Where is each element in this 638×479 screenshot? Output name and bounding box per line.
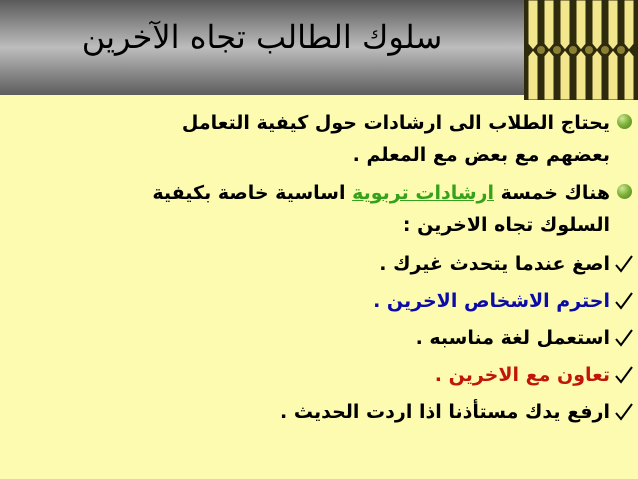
bullet-text-part: هناك خمسة <box>494 182 610 204</box>
bullet-item <box>0 174 638 236</box>
checkmark-icon <box>614 401 634 423</box>
check-text: استعمل لغة مناسبه . <box>415 327 610 349</box>
bullet-marker <box>614 104 636 140</box>
check-text: احترم الاشخاص الاخرين . <box>373 290 610 312</box>
check-item <box>0 321 638 357</box>
bullet-text-line: السلوك تجاه الاخرين : <box>402 214 610 236</box>
checkmark-icon <box>614 253 634 275</box>
bullet-text-line: بعضهم مع بعض مع المعلم . <box>352 144 610 166</box>
check-marker <box>614 395 636 431</box>
bullet-item <box>0 104 638 166</box>
bullet-text-part: اساسية خاصة بكيفية <box>152 182 353 204</box>
check-item <box>0 358 638 394</box>
bullet-dot-icon <box>617 114 632 129</box>
checkmark-icon <box>614 290 634 312</box>
checkmark-icon <box>614 364 634 386</box>
bullet-marker <box>614 174 636 210</box>
check-marker <box>614 358 636 394</box>
check-text: اصغ عندما يتحدث غيرك . <box>379 253 610 275</box>
bullet-dot-icon <box>617 184 632 199</box>
check-marker <box>614 321 636 357</box>
check-item <box>0 247 638 283</box>
check-item <box>0 395 638 431</box>
check-marker <box>614 284 636 320</box>
title-bar <box>0 0 524 98</box>
check-text: تعاون مع الاخرين . <box>434 364 610 386</box>
check-text: ارفع يدك مستأذنا اذا اردت الحديث . <box>280 401 610 423</box>
highlighted-term: ارشادات تربوية <box>352 182 494 204</box>
bullet-text-line <box>152 182 610 204</box>
check-item <box>0 284 638 320</box>
slide-title: سلوك الطالب تجاه الآخرين <box>81 18 443 56</box>
decorative-pattern-strip <box>524 0 638 100</box>
check-marker <box>614 247 636 283</box>
checkmark-icon <box>614 327 634 349</box>
bullet-text-line: يحتاج الطلاب الى ارشادات حول كيفية التعامل <box>181 112 610 134</box>
